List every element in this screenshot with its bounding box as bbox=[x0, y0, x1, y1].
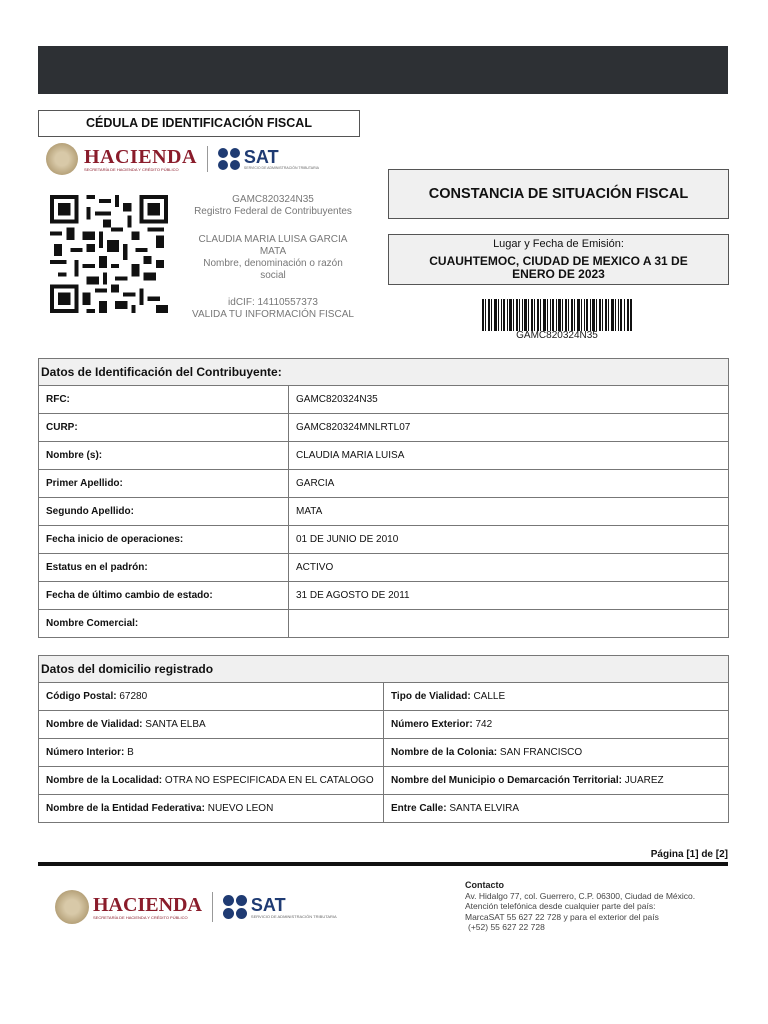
field-label: Número Exterior: bbox=[391, 719, 473, 730]
cedula-name-value: CLAUDIA MARIA LUISA GARCIA MATA bbox=[198, 234, 348, 257]
footer-logos bbox=[55, 887, 395, 927]
field-value: CALLE bbox=[473, 691, 506, 702]
domicilio-table bbox=[38, 655, 729, 823]
cedula-idcif bbox=[190, 297, 356, 321]
field-value: SANTA ELBA bbox=[145, 719, 206, 730]
hacienda-logo-text: HACIENDA bbox=[93, 893, 202, 916]
lugar-fecha-value: CUAUHTEMOC, CIUDAD DE MEXICO A 31 DE ENERO DE 2023 bbox=[429, 254, 688, 281]
field-label: Nombre de la Localidad: bbox=[46, 775, 163, 786]
field-value: OTRA NO ESPECIFICADA EN EL CATALOGO bbox=[164, 775, 374, 786]
table-row bbox=[39, 470, 729, 498]
hacienda-logo-subtext: SECRETARÍA DE HACIENDA Y CRÉDITO PÚBLICO bbox=[84, 166, 179, 172]
cedula-title: CÉDULA DE IDENTIFICACIÓN FISCAL bbox=[38, 110, 360, 137]
contacto-block bbox=[465, 880, 730, 933]
sat-logo-subtext: SERVICIO DE ADMINISTRACIÓN TRIBUTARIA bbox=[243, 166, 319, 170]
hacienda-seal-icon bbox=[46, 143, 78, 175]
field-value: SANTA ELVIRA bbox=[449, 803, 520, 814]
contacto-line: Av. Hidalgo 77, col. Guerrero, C.P. 06300, Ciudad de México. bbox=[465, 890, 696, 901]
table-row bbox=[39, 442, 729, 470]
field-label: Código Postal: bbox=[46, 691, 117, 702]
row-value: 31 DE AGOSTO DE 2011 bbox=[289, 582, 729, 610]
field-value: 67280 bbox=[119, 691, 148, 702]
qr-code-icon bbox=[50, 194, 168, 314]
table-row bbox=[39, 767, 729, 795]
row-label: Nombre (s): bbox=[39, 442, 289, 470]
contacto-line: (+52) 55 627 22 728 bbox=[468, 922, 545, 932]
row-label: RFC: bbox=[39, 386, 289, 414]
valida-info-text: VALIDA TU INFORMACIÓN FISCAL bbox=[192, 309, 354, 320]
identificacion-title: Datos de Identificación del Contribuyente: bbox=[39, 359, 729, 386]
contacto-line: Atención telefónica desde cualquier parte del país: bbox=[465, 901, 656, 911]
row-label: Estatus en el padrón: bbox=[39, 554, 289, 582]
page-number: Página [1] de [2] bbox=[650, 849, 728, 860]
row-value: GAMC820324MNLRTL07 bbox=[289, 414, 729, 442]
hacienda-seal-icon bbox=[55, 890, 89, 924]
field-value: 742 bbox=[475, 719, 493, 730]
lugar-fecha-label: Lugar y Fecha de Emisión: bbox=[493, 238, 624, 250]
field-label: Número Interior: bbox=[46, 747, 125, 758]
table-row bbox=[39, 386, 729, 414]
cedula-name bbox=[190, 234, 356, 282]
field-label: Tipo de Vialidad: bbox=[391, 691, 471, 702]
row-value: ACTIVO bbox=[289, 554, 729, 582]
sat-logo-text: SAT bbox=[250, 894, 286, 915]
cedula-name-label: Nombre, denominación o razón social bbox=[203, 258, 343, 281]
row-value: CLAUDIA MARIA LUISA bbox=[289, 442, 729, 470]
table-row bbox=[39, 582, 729, 610]
lugar-fecha-box bbox=[388, 234, 729, 285]
table-row bbox=[39, 795, 729, 823]
domicilio-title: Datos del domicilio registrado bbox=[39, 656, 729, 683]
cedula-rfc-label: Registro Federal de Contribuyentes bbox=[194, 206, 352, 217]
table-row bbox=[39, 739, 729, 767]
table-row bbox=[39, 554, 729, 582]
row-label: Segundo Apellido: bbox=[39, 498, 289, 526]
field-label: Nombre de Vialidad: bbox=[46, 719, 143, 730]
table-row bbox=[39, 683, 729, 711]
logo-divider bbox=[212, 892, 213, 922]
logo-divider bbox=[207, 146, 208, 172]
field-value: JUAREZ bbox=[624, 775, 664, 786]
row-value: GAMC820324N35 bbox=[289, 386, 729, 414]
field-value: NUEVO LEON bbox=[207, 803, 274, 814]
sat-logo-text: SAT bbox=[243, 147, 279, 167]
field-value: SAN FRANCISCO bbox=[499, 747, 583, 758]
field-label: Nombre del Municipio o Demarcación Territorial: bbox=[391, 775, 622, 786]
header-logos bbox=[38, 140, 354, 178]
field-value: B bbox=[127, 747, 134, 758]
row-value: MATA bbox=[289, 498, 729, 526]
cedula-idcif-value: idCIF: 14110557373 bbox=[228, 297, 318, 308]
footer-divider bbox=[38, 862, 728, 866]
barcode-icon bbox=[482, 299, 632, 333]
contacto-title: Contacto bbox=[465, 880, 504, 890]
row-value: GARCIA bbox=[289, 470, 729, 498]
row-label: Fecha de último cambio de estado: bbox=[39, 582, 289, 610]
cedula-rfc bbox=[190, 194, 356, 218]
barcode-text: GAMC820324N35 bbox=[516, 330, 598, 341]
cedula-rfc-value: GAMC820324N35 bbox=[232, 194, 314, 205]
identificacion-table bbox=[38, 358, 729, 638]
sat-logo-subtext: SERVICIO DE ADMINISTRACIÓN TRIBUTARIA bbox=[250, 913, 337, 919]
constancia-title: CONSTANCIA DE SITUACIÓN FISCAL bbox=[388, 169, 729, 219]
contacto-line: MarcaSAT 55 627 22 728 y para el exterior del país bbox=[465, 911, 659, 922]
hacienda-logo-subtext: SECRETARÍA DE HACIENDA Y CRÉDITO PÚBLICO bbox=[93, 914, 188, 920]
row-label: Fecha inicio de operaciones: bbox=[39, 526, 289, 554]
field-label: Nombre de la Entidad Federativa: bbox=[46, 803, 205, 814]
sat-dots-icon bbox=[223, 895, 247, 919]
sat-dots-icon bbox=[218, 148, 240, 170]
table-row bbox=[39, 526, 729, 554]
row-value bbox=[289, 610, 729, 638]
table-row bbox=[39, 711, 729, 739]
row-value: 01 DE JUNIO DE 2010 bbox=[289, 526, 729, 554]
table-row bbox=[39, 610, 729, 638]
field-label: Nombre de la Colonia: bbox=[391, 747, 498, 758]
hacienda-logo-text: HACIENDA bbox=[84, 145, 197, 168]
row-label: CURP: bbox=[39, 414, 289, 442]
field-label: Entre Calle: bbox=[391, 803, 447, 814]
table-row bbox=[39, 498, 729, 526]
table-row bbox=[39, 414, 729, 442]
top-bar bbox=[38, 46, 728, 94]
row-label: Primer Apellido: bbox=[39, 470, 289, 498]
row-label: Nombre Comercial: bbox=[39, 610, 289, 638]
